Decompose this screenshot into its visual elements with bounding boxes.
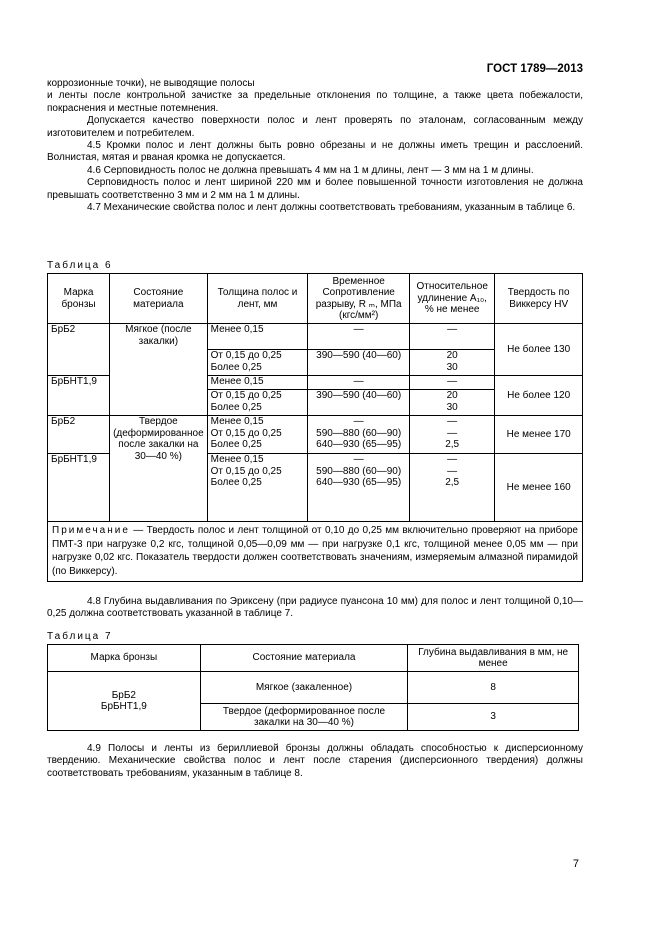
intro-line-1: коррозионные точки), не выводящие полосы [47,78,255,89]
document-code: ГОСТ 1789—2013 [486,63,583,75]
table-6-note-row [48,522,583,582]
thickness-cell: От 0,15 до 0,25 Более 0,25 [207,350,308,376]
table-7-caption: Таблица 7 [47,631,113,642]
paragraph-4-7: 4.7 Механические свойства полос и лент должны соответствовать требованиям, указанным в таблице 6. [87,202,576,214]
page-number: 7 [572,858,579,870]
table-6-caption: Таблица 6 [47,260,113,271]
header-grade: Марка бронзы [48,645,201,672]
paragraph-4-8: 4.8 Глубина выдавливания по Эриксену (при радиусе пуансона 10 мм) для полос и лент толщиной 0,10—0,25 должна соответствовать указанной в таблице 7. [47,596,583,620]
header-depth: Глубина выдавливания в мм, не менее [408,645,579,672]
paragraph-4-6-continued: Серповидность полос и лент шириной 220 мм и более повышенной точности изготовления не должна превышать соответственно 3 мм и 2 мм на 1 м длины. [47,177,583,201]
paragraph-surface-quality: Допускается качество поверхности полос и лент проверять по эталонам, согласованным между изготовителем и потребителем. [47,115,583,139]
state-cell: Мягкое (закаленное) [200,672,408,704]
thickness-cell: От 0,15 до 0,25 Более 0,25 [207,390,308,416]
elongation-cell: — [410,376,495,390]
elongation-cell: 20 30 [410,350,495,376]
table-7-header-row [48,645,579,672]
state-cell: Твердое (деформированное после закалки на 30—40 %) [110,416,208,522]
paragraph-4-9: 4.9 Полосы и ленты из бериллиевой бронзы должны обладать способностью к дисперсионному твердению. Механические свойства полос и лент после старения (дисперсионного твердения) должны соответствовать требованиям, указанным в таблице 8. [47,743,583,779]
text-block-top [47,78,583,214]
header-elongation: Относительное удлинение A₁₀, % не менее [410,274,495,324]
note-label: Примечание [52,525,130,536]
header-hardness: Твердость по Виккерсу HV [495,274,583,324]
header-state: Состояние материала [200,645,408,672]
table-row [48,416,583,454]
table-row [48,324,583,350]
elongation-cell: — [410,324,495,350]
table-row [48,672,579,704]
elongation-cell: — — 2,5 [410,416,495,454]
table-6 [47,273,583,582]
strength-cell: — [308,324,410,350]
grade-cell: БрБНТ1,9 [48,376,110,416]
thickness-cell: Менее 0,15 От 0,15 до 0,25 Более 0,25 [207,454,308,522]
elongation-cell: 20 30 [410,390,495,416]
hardness-cell: Не более 120 [495,376,583,416]
paragraph-4-5: 4.5 Кромки полос и лент должны быть ровно обрезаны и не должны иметь трещин и расслоений. Волнистая, мятая и рваная кромка не допускается. [47,140,583,164]
hardness-cell: Не менее 170 [495,416,583,454]
paragraph-4-6: 4.6 Серповидность полос не должна превышать 4 мм на 1 м длины, лент — 3 мм на 1 м длины. [87,164,534,176]
header-grade: Марка бронзы [48,274,110,324]
table-6-header-row [48,274,583,324]
hardness-cell: Не менее 160 [495,454,583,522]
header-state: Состояние материала [110,274,208,324]
grade-cell: БрБНТ1,9 [48,454,110,522]
thickness-cell: Менее 0,15 [207,376,308,390]
grade-cell: БрБ2 [48,324,110,376]
note-text: — Твердость полос и лент толщиной от 0,10 до 0,25 мм включительно проверяют на приборе ПМТ-3 при нагрузке 0,2 кгс, толщиной 0,05—0,09 мм — при нагрузке 0,1 кгс, толщиной менее 0,05 мм — при нагрузке 0,02 кгс. Показатель твердости должен соответствовать значениям, измеряемым алмазной пирамидой (по Виккерсу). [52,525,578,577]
intro-line-2: и ленты после контрольной зачистке за предельные отклонения по толщине, а также цвета побежалости, покраснения и местные потемнения. [47,90,583,114]
depth-cell: 3 [408,704,579,731]
header-strength: Временное Сопротивление разрыву, R ₘ, МПа (кгс/мм²) [308,274,410,324]
table-7 [47,644,579,731]
depth-cell: 8 [408,672,579,704]
grade-cell: БрБ2 [48,416,110,454]
header-thickness: Толщина полос и лент, мм [207,274,308,324]
grade-cell: БрБ2 БрБНТ1,9 [48,672,201,731]
thickness-cell: Менее 0,15 От 0,15 до 0,25 Более 0,25 [207,416,308,454]
table-6-note [48,522,583,582]
hardness-cell: Не более 130 [495,324,583,376]
strength-cell: — [308,376,410,390]
state-cell: Твердое (деформированное после закалки на 30—40 %) [200,704,408,731]
elongation-cell: — — 2,5 [410,454,495,522]
state-cell: Мягкое (после закалки) [110,324,208,416]
strength-cell: 390—590 (40—60) [308,350,410,376]
strength-cell: 390—590 (40—60) [308,390,410,416]
strength-cell: — 590—880 (60—90) 640—930 (65—95) [308,454,410,522]
strength-cell: — 590—880 (60—90) 640—930 (65—95) [308,416,410,454]
thickness-cell: Менее 0,15 [207,324,308,350]
